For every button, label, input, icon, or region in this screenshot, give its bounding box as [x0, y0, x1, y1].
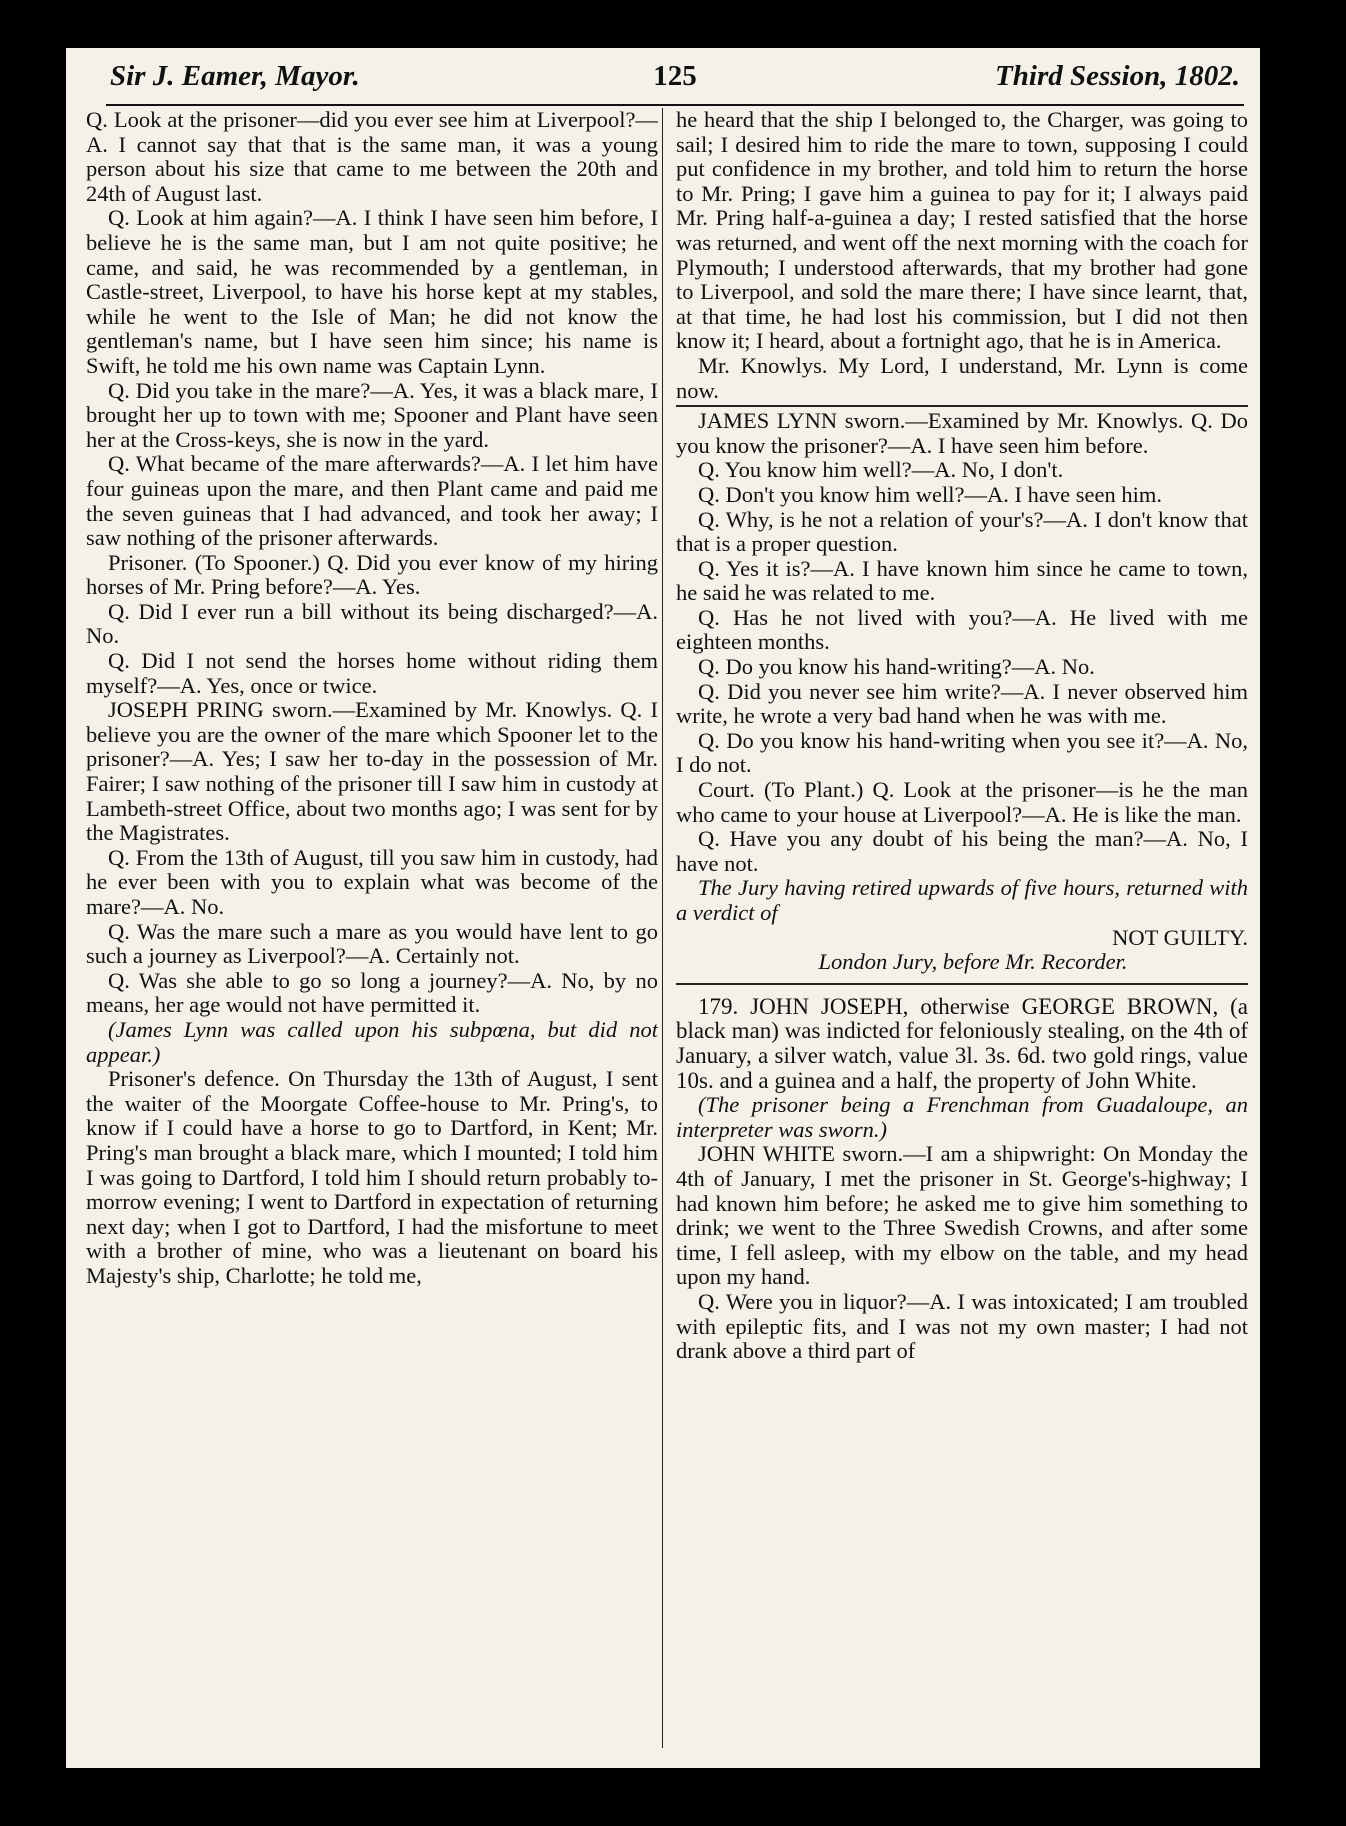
- column-divider: [662, 108, 663, 1748]
- header-rule: [106, 104, 1244, 106]
- paragraph: Q. Yes it is?—A. I have known him since he came to town, he said he was related to me.: [676, 555, 1248, 606]
- jury-title: London Jury, before Mr. Recorder.: [818, 949, 1128, 975]
- page-number: 125: [653, 60, 697, 92]
- paragraph: Prisoner. (To Spooner.) Q. Did you ever know of my hiring horses of Mr. Pring before?—A. Yes.: [86, 549, 658, 600]
- paragraph: Q. Was she able to go so long a journey?—A. No, by no means, her age would not have permitted it.: [86, 967, 658, 1018]
- right-column: [676, 108, 1248, 1748]
- paragraph: Mr. Knowlys. My Lord, I understand, Mr. Lynn is come now.: [676, 352, 1248, 403]
- paragraph: Q. From the 13th of August, till you saw him in custody, had he ever been with you to explain what was become of the mare?—A. No.: [86, 844, 658, 919]
- paragraph: Court. (To Plant.) Q. Look at the prisoner—is he the man who came to your house at Liverpool?—A. He is like the man.: [676, 777, 1248, 827]
- header-session: Third Session, 1802.: [995, 60, 1240, 92]
- paragraph: Prisoner's defence. On Thursday the 13th of August, I sent the waiter of the Moorgate Coffee-house to Mr. Pring's, to know if I could have a horse to go to Dartford, in Kent; Mr. Pring's man brought a black mare, which I mounted; I told him I was going to Dartford, I told him I should return probably to-morrow evening; I went to Dartford in expectation of returning next day; when I got to Dartford, I had the misfortune to meet with a brother of mine, who was a lieutenant on board his Majesty's ship, Charlotte; he told me,: [86, 1066, 658, 1288]
- page: [66, 48, 1260, 1768]
- paragraph: Q. You know him well?—A. No, I don't.: [698, 457, 1064, 483]
- paragraph: Q. Was the mare such a mare as you would have lent to go such a journey as Liverpool?—A. Certainly not.: [86, 918, 658, 969]
- paragraph: JOSEPH PRING sworn.—Examined by Mr. Knowlys. Q. I believe you are the owner of the mare which Spooner let to the prisoner?—A. Yes; I saw her to-day in the possession of Mr. Fairer; I saw nothing of the prisoner till I saw him in custody at Lambeth-street Office, about two months ago; I was sent for by the Magistrates.: [86, 697, 658, 846]
- paragraph: Q. What became of the mare afterwards?—A. I let him have four guineas upon the mare, and then Plant came and paid me the seven guineas that I had advanced, and took her away; I saw nothing of the prisoner afterwards.: [86, 451, 658, 551]
- paragraph: Q. Look at him again?—A. I think I have seen him before, I believe he is the same man, but I am not quite positive; he came, and said, he was recommended by a gentleman, in Castle-street, Liverpool, to have his horse kept at my stables, while he went to the Isle of Man; he did not know the gentleman's name, but I have seen him since; his name is Swift, he told me his own name was Captain Lynn.: [86, 205, 658, 378]
- paragraph: Q. Has he not lived with you?—A. He lived with me eighteen months.: [676, 604, 1248, 655]
- paragraph: Q. Look at the prisoner—did you ever see him at Liverpool?—A. I cannot say that that is the same man, it was a young person about his size that came to me between the 20th and 24th of August last.: [86, 108, 658, 206]
- paragraph: (James Lynn was called upon his subpœna, but did not appear.): [86, 1016, 658, 1067]
- paragraph: Q. Why, is he not a relation of your's?—A. I don't know that that is a proper question.: [676, 506, 1248, 557]
- paragraph: Q. Don't you know him well?—A. I have seen him.: [698, 481, 1162, 507]
- paragraph: JAMES LYNN sworn.—Examined by Mr. Knowlys. Q. Do you know the prisoner?—A. I have seen him before.: [676, 408, 1248, 458]
- section-rule: [676, 405, 1248, 407]
- paragraph: Q. Did you never see him write?—A. I never observed him write, he wrote a very bad hand when he was with me.: [676, 678, 1248, 729]
- paragraph: he heard that the ship I belonged to, the Charger, was going to sail; I desired him to ride the mare to town, supposing I could put confidence in my brother, and told him to return the horse to Mr. Pring; I gave him a guinea to pay for it; I always paid Mr. Pring half-a-guinea a day; I rested satisfied that the horse was returned, and went off the next morning with the coach for Plymouth; I understood afterwards, that my brother had gone to Liverpool, and sold the mare there; I have since learnt, that, at that time, he had lost his commission, but I did not then know it; I heard, about a fortnight ago, that he is in America.: [676, 108, 1248, 354]
- running-header: [110, 56, 1240, 100]
- left-column: [86, 108, 658, 1748]
- verdict: NOT GUILTY.: [1112, 924, 1248, 950]
- header-mayor: Sir J. Eamer, Mayor.: [110, 60, 360, 92]
- paragraph: Q. Have you any doubt of his being the man?—A. No, I have not.: [676, 826, 1248, 876]
- case-heading: 179. JOHN JOSEPH, otherwise GEORGE BROWN, (a black man) was indicted for feloniously stealing, on the 4th of January, a silver watch, value 3l. 3s. 6d. two gold rings, value 10s. and a guinea and a half, the property of John White.: [676, 993, 1248, 1093]
- paragraph: Q. Did I ever run a bill without its being discharged?—A. No.: [86, 598, 658, 649]
- paragraph: Q. Did I not send the horses home without riding them myself?—A. Yes, once or twice.: [86, 648, 658, 698]
- paragraph: Q. Do you know his hand-writing when you see it?—A. No, I do not.: [676, 727, 1248, 778]
- paragraph: JOHN WHITE sworn.—I am a shipwright: On Monday the 4th of January, I met the prisoner in St. George's-highway; I had known him before; he asked me to give him something to drink; we went to the Three Swedish Crowns, and after some time, I fell asleep, with my elbow on the table, and my head upon my hand.: [676, 1141, 1248, 1290]
- paragraph: (The prisoner being a Frenchman from Guadaloupe, an interpreter was sworn.): [676, 1092, 1248, 1142]
- paragraph: Q. Did you take in the mare?—A. Yes, it was a black mare, I brought her up to town with me; Spooner and Plant have seen her at the Cross-keys, she is now in the yard.: [86, 377, 658, 452]
- section-rule: [676, 983, 1248, 985]
- jury-note: The Jury having retired upwards of five hours, returned with a verdict of: [676, 875, 1248, 925]
- paragraph: Q. Were you in liquor?—A. I was intoxicated; I am troubled with epileptic fits, and I was not my own master; I had not drank above a third part of: [676, 1288, 1248, 1364]
- paragraph: Q. Do you know his hand-writing?—A. No.: [698, 654, 1095, 680]
